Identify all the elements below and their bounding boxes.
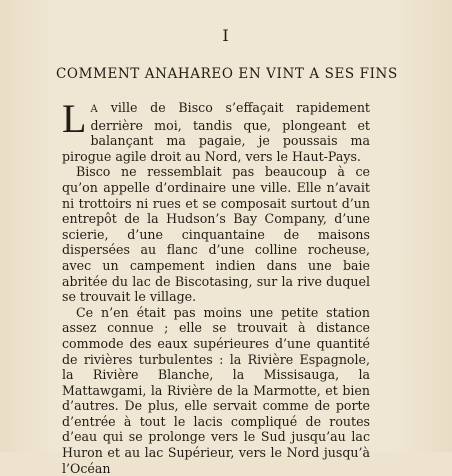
chapter-number: I	[222, 26, 230, 45]
first-word-smallcaps: A	[90, 104, 99, 115]
body-text	[62, 96, 370, 476]
paragraph-1	[62, 96, 370, 164]
paragraph-2: Bisco ne ressemblait pas beaucoup à ce qu’on appelle d’ordinaire une ville. Elle n’avait ni trottoirs ni rues et se composait surtout d’un entrepôt de la Hudson’s Bay Company, d’une scierie, d’une cinquantaine de maisons dispersées au flanc d’une colline rocheuse, avec un campement indien dans une baie abritée du lac de Biscotasing, sur la rive duquel se trouvait le village.	[62, 164, 370, 305]
drop-cap: L	[62, 96, 87, 141]
paragraph-1-text: ville de Bisco s’effaçait rapidement derrière moi, tandis que, plongeant et balançant ma pagaie, je poussais ma pirogue agile droit au Nord, vers le Haut-Pays.	[62, 100, 370, 164]
paragraph-3: Ce n’en était pas moins une petite station assez connue ; elle se trouvait à distance commode des eaux supérieures d’une quantité de rivières turbulentes : la Rivière Espagnole, la Rivière Blanche, la Missisauga, la Mattawgami, la Rivière de la Marmotte, et bien d’autres. De plus, elle servait comme de porte d’entrée à tout le lacis compliqué de routes d’eau qui se prolonge vers le Sud jusqu’au lac Huron et au lac Supérieur, vers le Nord jusqu’à l’Océan	[62, 304, 370, 476]
chapter-title: COMMENT ANAHAREO EN VINT A SES FINS	[56, 66, 398, 82]
